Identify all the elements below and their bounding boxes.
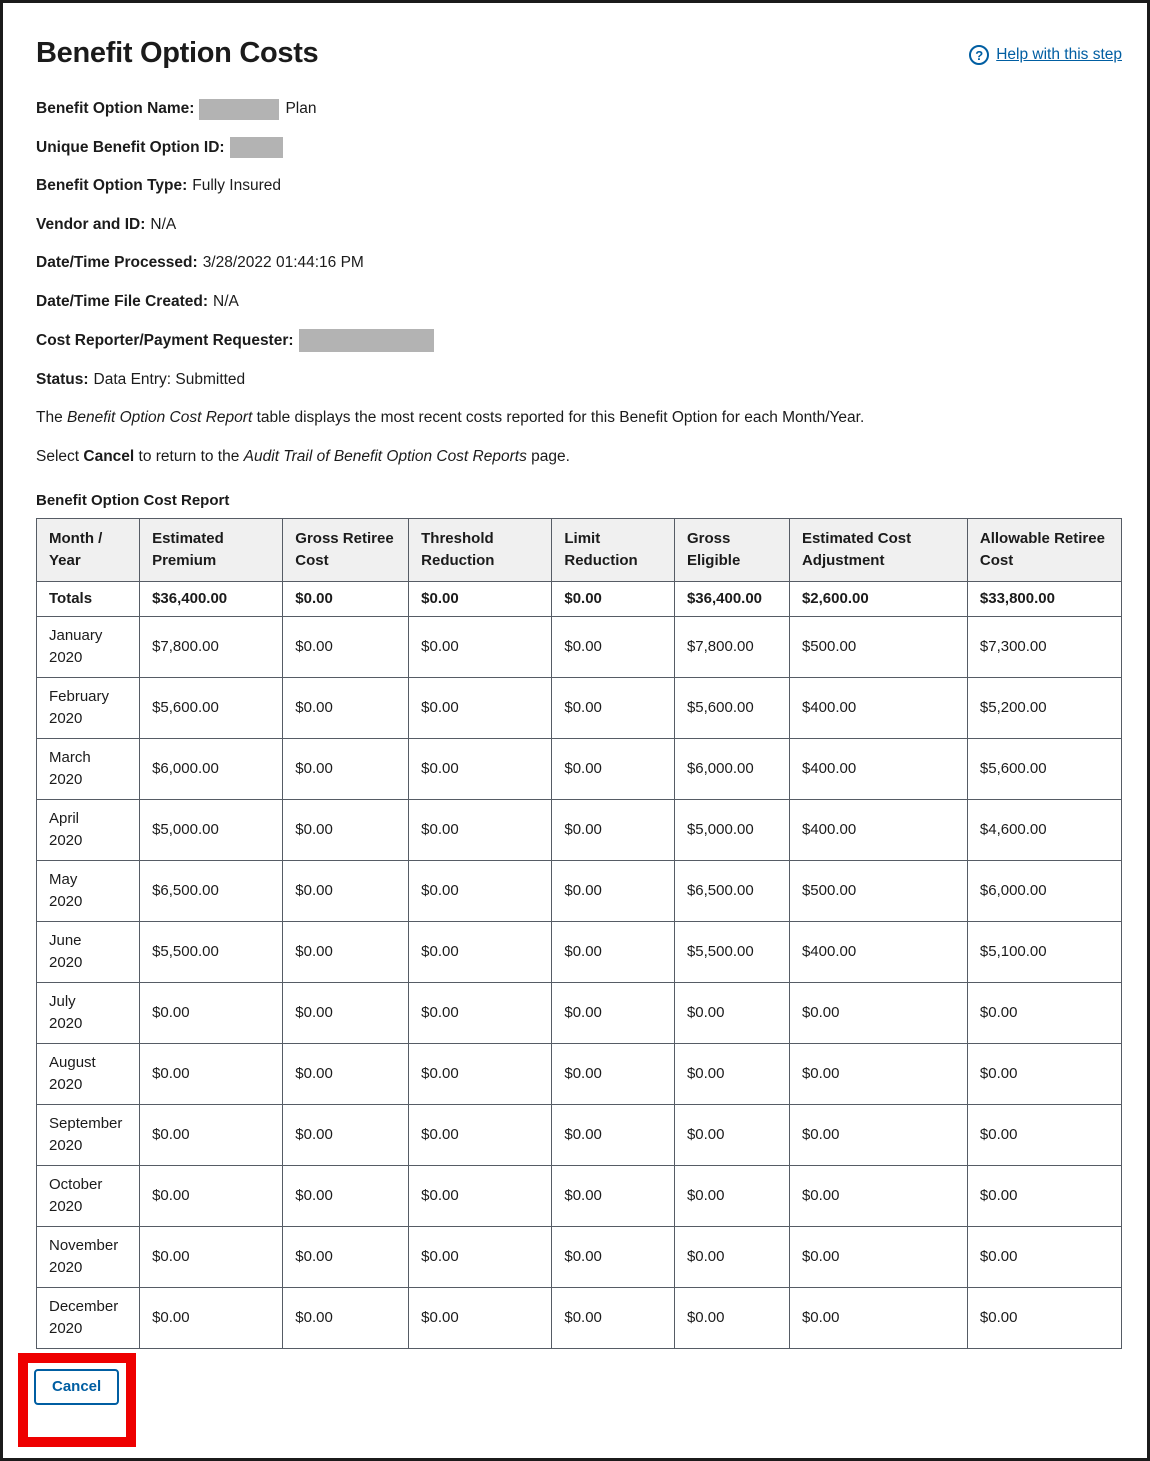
cost-cell: $0.00: [409, 616, 552, 677]
month-year-cell: April 2020: [37, 799, 140, 860]
cost-cell: $0.00: [789, 1043, 967, 1104]
cost-cell: $0.00: [283, 738, 409, 799]
instruction-text: page.: [526, 447, 570, 465]
totals-label: Totals: [37, 581, 140, 616]
column-header-limit-reduction: Limit Reduction: [552, 518, 675, 581]
cost-cell: $0.00: [552, 799, 675, 860]
table-row: [37, 677, 1122, 738]
table-row: [37, 738, 1122, 799]
cost-cell: $5,500.00: [674, 921, 789, 982]
cost-cell: $0.00: [789, 1104, 967, 1165]
field-value: Fully Insured: [192, 177, 281, 194]
cost-cell: $0.00: [674, 1287, 789, 1348]
cost-cell: $400.00: [789, 921, 967, 982]
cost-cell: $0.00: [283, 616, 409, 677]
cost-cell: $0.00: [283, 1165, 409, 1226]
month-year-cell: May 2020: [37, 860, 140, 921]
cost-cell: $0.00: [552, 1043, 675, 1104]
cost-cell: $0.00: [409, 1226, 552, 1287]
field-label: Vendor and ID:: [36, 215, 146, 233]
cost-cell: $0.00: [552, 1287, 675, 1348]
field-benefit-option-type: [36, 175, 1122, 197]
cost-cell: $0.00: [552, 677, 675, 738]
table-row: [37, 982, 1122, 1043]
cost-cell: $0.00: [140, 1287, 283, 1348]
field-label: Date/Time File Created:: [36, 292, 208, 310]
cost-cell: $0.00: [674, 1104, 789, 1165]
cost-cell: $0.00: [283, 921, 409, 982]
field-datetime-file-created: [36, 291, 1122, 313]
cost-cell: $0.00: [283, 1104, 409, 1165]
table-header: [37, 518, 1122, 581]
cost-cell: $400.00: [789, 677, 967, 738]
cost-cell: $6,500.00: [674, 860, 789, 921]
table-row: [37, 1104, 1122, 1165]
field-label: Status:: [36, 370, 89, 388]
field-datetime-processed: [36, 252, 1122, 274]
field-benefit-option-name: [36, 98, 1122, 120]
cost-cell: $4,600.00: [967, 799, 1121, 860]
field-value: Data Entry: Submitted: [93, 370, 246, 388]
cost-cell: $0.00: [140, 1104, 283, 1165]
cost-cell: $0.00: [283, 799, 409, 860]
column-header-estimated-cost-adjustment: Estimated Cost Adjustment: [789, 518, 967, 581]
month-year-cell: March 2020: [37, 738, 140, 799]
cost-cell: $5,600.00: [967, 738, 1121, 799]
cost-cell: $0.00: [140, 982, 283, 1043]
cost-cell: $5,000.00: [674, 799, 789, 860]
column-header-gross-eligible: Gross Eligible: [674, 518, 789, 581]
cost-cell: $5,500.00: [140, 921, 283, 982]
table-row: [37, 921, 1122, 982]
month-year-cell: February 2020: [37, 677, 140, 738]
cost-cell: $0.00: [409, 799, 552, 860]
table-row: [37, 860, 1122, 921]
cancel-instruction: [36, 446, 1122, 468]
cost-cell: $0.00: [674, 1226, 789, 1287]
cost-cell: $0.00: [140, 1043, 283, 1104]
description-text: The: [36, 409, 68, 426]
cost-cell: $0.00: [967, 1165, 1121, 1226]
cost-cell: $0.00: [283, 982, 409, 1043]
instruction-italic-text: Audit Trail of Benefit Option Cost Reports: [243, 447, 527, 465]
instruction-text: Select: [36, 447, 84, 465]
cost-cell: $5,000.00: [140, 799, 283, 860]
table-description: [36, 407, 1122, 429]
cancel-button[interactable]: Cancel: [34, 1369, 119, 1405]
cost-cell: $0.00: [967, 1104, 1121, 1165]
cost-cell: $0.00: [789, 1226, 967, 1287]
column-header-allowable-retiree-cost: Allowable Retiree Cost: [967, 518, 1121, 581]
column-header-gross-retiree-cost: Gross Retiree Cost: [283, 518, 409, 581]
cost-cell: $0.00: [967, 1287, 1121, 1348]
page-title: Benefit Option Costs: [36, 37, 319, 69]
redacted-value: [230, 137, 283, 158]
cost-cell: $0.00: [789, 1287, 967, 1348]
redacted-value: [299, 329, 434, 352]
cost-cell: $0.00: [967, 982, 1121, 1043]
cost-cell: $0.00: [409, 1043, 552, 1104]
cost-cell: $0.00: [552, 1104, 675, 1165]
field-vendor-and-id: [36, 214, 1122, 236]
column-header-month-year: Month / Year: [37, 518, 140, 581]
field-label: Benefit Option Name:: [36, 100, 195, 117]
month-year-cell: July 2020: [37, 982, 140, 1043]
month-year-cell: November 2020: [37, 1226, 140, 1287]
field-label: Date/Time Processed:: [36, 254, 198, 271]
cost-cell: $0.00: [283, 1043, 409, 1104]
totals-row: [37, 581, 1122, 616]
field-status: [36, 369, 1122, 391]
cost-cell: $0.00: [409, 982, 552, 1043]
cost-cell: $0.00: [552, 1226, 675, 1287]
cost-cell: $6,000.00: [674, 738, 789, 799]
cost-cell: $0.00: [552, 1165, 675, 1226]
month-year-cell: December 2020: [37, 1287, 140, 1348]
cost-cell: $0.00: [283, 1287, 409, 1348]
cost-cell: $0.00: [409, 738, 552, 799]
month-year-cell: January 2020: [37, 616, 140, 677]
cost-cell: $500.00: [789, 860, 967, 921]
totals-cell: $0.00: [409, 581, 552, 616]
cost-cell: $6,000.00: [967, 860, 1121, 921]
cost-cell: $0.00: [409, 1104, 552, 1165]
totals-cell: $36,400.00: [140, 581, 283, 616]
instruction-text: to return to the: [134, 447, 244, 465]
cost-cell: $0.00: [283, 860, 409, 921]
field-value: 3/28/2022 01:44:16 PM: [202, 254, 364, 271]
cost-cell: $400.00: [789, 738, 967, 799]
cost-cell: $0.00: [789, 1165, 967, 1226]
metadata-block: [36, 98, 1122, 391]
field-value: N/A: [213, 292, 239, 310]
month-year-cell: August 2020: [37, 1043, 140, 1104]
totals-cell: $36,400.00: [674, 581, 789, 616]
totals-cell: $33,800.00: [967, 581, 1121, 616]
table-row: [37, 1165, 1122, 1226]
cost-cell: $0.00: [552, 921, 675, 982]
cost-cell: $0.00: [967, 1043, 1121, 1104]
instruction-bold-text: Cancel: [83, 447, 135, 465]
description-text: table displays the most recent costs reported for this Benefit Option for each Month/Year.: [252, 409, 865, 426]
month-year-cell: September 2020: [37, 1104, 140, 1165]
cost-cell: $0.00: [552, 982, 675, 1043]
cost-cell: $400.00: [789, 799, 967, 860]
cost-cell: $0.00: [409, 921, 552, 982]
question-circle-icon: ?: [969, 45, 989, 65]
field-unique-benefit-option-id: [36, 137, 1122, 159]
table-header-row: [37, 518, 1122, 581]
page-container: [3, 37, 1147, 1447]
cost-table-body: [37, 616, 1122, 1348]
cost-cell: $7,300.00: [967, 616, 1121, 677]
redacted-value: [199, 99, 279, 120]
totals-cell: $2,600.00: [789, 581, 967, 616]
page-header: [36, 37, 1122, 70]
column-header-threshold-reduction: Threshold Reduction: [409, 518, 552, 581]
cost-cell: $7,800.00: [140, 616, 283, 677]
cost-cell: $0.00: [674, 982, 789, 1043]
cost-cell: $0.00: [552, 616, 675, 677]
table-row: [37, 1287, 1122, 1348]
cost-cell: $0.00: [409, 1287, 552, 1348]
cost-cell: $6,500.00: [140, 860, 283, 921]
column-header-estimated-premium: Estimated Premium: [140, 518, 283, 581]
field-value: Plan: [285, 100, 317, 117]
field-cost-reporter: [36, 329, 1122, 352]
month-year-cell: June 2020: [37, 921, 140, 982]
cost-cell: $0.00: [140, 1226, 283, 1287]
table-row: [37, 799, 1122, 860]
description-italic-text: Benefit Option Cost Report: [67, 409, 253, 426]
cost-cell: $6,000.00: [140, 738, 283, 799]
field-label: Benefit Option Type:: [36, 177, 188, 194]
table-row: [37, 1043, 1122, 1104]
cost-cell: $5,600.00: [140, 677, 283, 738]
month-year-cell: October 2020: [37, 1165, 140, 1226]
cost-cell: $500.00: [789, 616, 967, 677]
cost-cell: $5,100.00: [967, 921, 1121, 982]
cost-cell: $0.00: [409, 860, 552, 921]
cost-cell: $0.00: [674, 1165, 789, 1226]
table-row: [37, 616, 1122, 677]
field-label: Cost Reporter/Payment Requester:: [36, 331, 294, 349]
cost-cell: $0.00: [409, 1165, 552, 1226]
cost-cell: $0.00: [552, 860, 675, 921]
cost-cell: $0.00: [140, 1165, 283, 1226]
field-label: Unique Benefit Option ID:: [36, 138, 225, 156]
cost-cell: $0.00: [789, 982, 967, 1043]
cost-cell: $5,600.00: [674, 677, 789, 738]
cost-cell: $7,800.00: [674, 616, 789, 677]
table-row: [37, 1226, 1122, 1287]
cost-cell: $0.00: [283, 677, 409, 738]
cost-cell: $0.00: [967, 1226, 1121, 1287]
help-link-label: Help with this step: [996, 46, 1122, 63]
benefit-option-cost-table: [36, 518, 1122, 1349]
red-highlight-annotation: [18, 1353, 136, 1447]
totals-cell: $0.00: [283, 581, 409, 616]
table-caption: Benefit Option Cost Report: [36, 491, 230, 509]
cost-cell: $0.00: [674, 1043, 789, 1104]
totals-cell: $0.00: [552, 581, 675, 616]
help-link[interactable]: [969, 45, 1122, 65]
cost-cell: $0.00: [552, 738, 675, 799]
cost-cell: $0.00: [283, 1226, 409, 1287]
field-value: N/A: [150, 215, 177, 233]
cost-cell: $0.00: [409, 677, 552, 738]
cost-cell: $5,200.00: [967, 677, 1121, 738]
